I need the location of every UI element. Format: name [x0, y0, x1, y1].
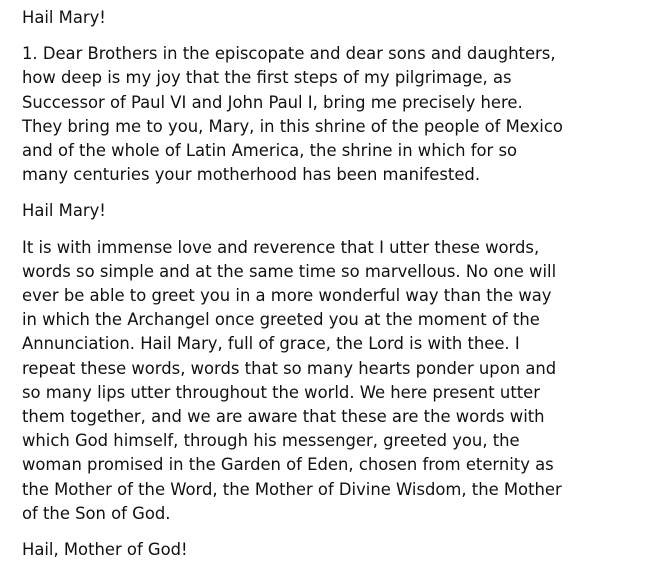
text-line: and of the whole of Latin America, the shrine in which for so: [22, 141, 518, 161]
text-line: so many lips utter throughout the world. We here present utter: [22, 382, 541, 402]
text-line: woman promised in the Garden of Eden, chosen from eternity as: [22, 455, 554, 475]
text-line: which God himself, through his messenger, greeted you, the: [22, 431, 520, 451]
text-line: Hail Mary!: [22, 201, 106, 221]
text-line: how deep is my joy that the first steps of my pilgrimage, as: [22, 68, 512, 88]
text-line: in which the Archangel once greeted you at the moment of the: [22, 310, 540, 330]
paragraph-hail-mother-of-god: [22, 538, 651, 562]
text-line: They bring me to you, Mary, in this shrine of the people of Mexico: [22, 116, 563, 136]
paragraph-hail-mary-2: [22, 199, 651, 223]
text-line: many centuries your motherhood has been manifested.: [22, 165, 481, 185]
paragraph-opening-address: [22, 42, 651, 187]
text-line: words so simple and at the same time so marvellous. No one will: [22, 261, 557, 281]
text-line: the Mother of the Word, the Mother of Divine Wisdom, the Mother: [22, 479, 562, 499]
paragraph-reverence: [22, 236, 651, 526]
text-line: ever be able to greet you in a more wonderful way than the way: [22, 286, 552, 306]
text-line: repeat these words, words that so many hearts ponder upon and: [22, 358, 557, 378]
paragraph-hail-mary-1: [22, 6, 651, 30]
text-line: Successor of Paul VI and John Paul I, bring me precisely here.: [22, 92, 523, 112]
text-line: Hail, Mother of God!: [22, 540, 188, 560]
text-line: It is with immense love and reverence that I utter these words,: [22, 237, 540, 257]
text-line: Annunciation. Hail Mary, full of grace, the Lord is with thee. I: [22, 334, 520, 354]
text-line: 1. Dear Brothers in the episcopate and dear sons and daughters,: [22, 44, 556, 64]
text-line: Hail Mary!: [22, 8, 106, 27]
text-line: them together, and we are aware that these are the words with: [22, 407, 545, 427]
text-line: of the Son of God.: [22, 503, 171, 523]
